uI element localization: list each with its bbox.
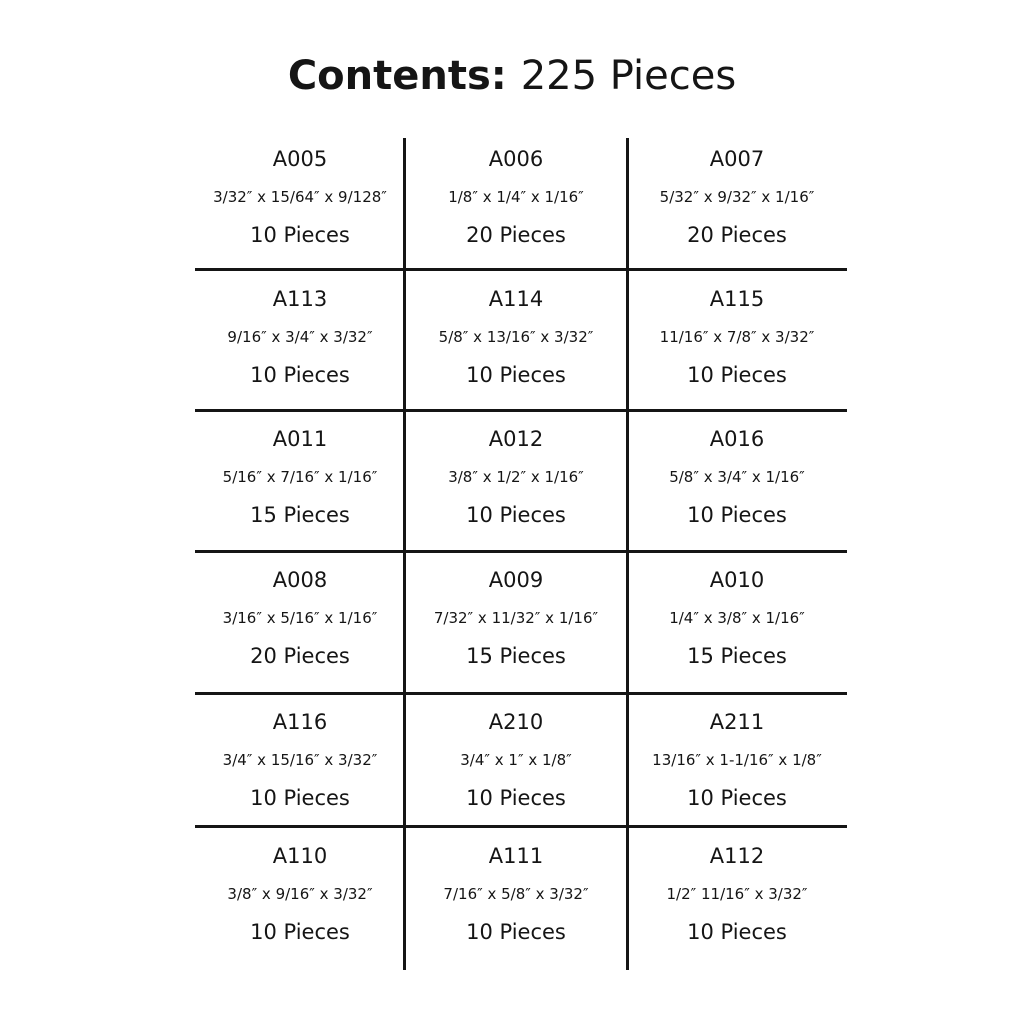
item-quantity: 20 Pieces xyxy=(466,223,566,247)
item-cell xyxy=(627,693,847,827)
item-quantity: 10 Pieces xyxy=(250,363,350,387)
item-code: A010 xyxy=(709,568,765,592)
item-code: A110 xyxy=(272,844,328,868)
item-dimensions: 5/32″ x 9/32″ x 1/16″ xyxy=(659,188,815,206)
page-title xyxy=(0,48,1024,104)
item-code: A210 xyxy=(488,710,544,734)
item-dimensions: 11/16″ x 7/8″ x 3/32″ xyxy=(659,328,815,346)
item-code: A114 xyxy=(488,287,544,311)
item-cell xyxy=(405,693,627,827)
item-cell xyxy=(195,410,405,551)
item-cell xyxy=(195,551,405,693)
item-quantity: 10 Pieces xyxy=(466,920,566,944)
item-dimensions: 3/8″ x 1/2″ x 1/16″ xyxy=(448,468,584,486)
item-dimensions: 7/32″ x 11/32″ x 1/16″ xyxy=(433,609,599,627)
item-quantity: 10 Pieces xyxy=(250,223,350,247)
item-cell xyxy=(405,130,627,270)
item-code: A116 xyxy=(272,710,328,734)
item-quantity: 15 Pieces xyxy=(466,644,566,668)
item-code: A006 xyxy=(488,147,544,171)
item-cell xyxy=(405,551,627,693)
item-code: A112 xyxy=(709,844,765,868)
item-code: A009 xyxy=(488,568,544,592)
item-quantity: 10 Pieces xyxy=(466,363,566,387)
item-code: A113 xyxy=(272,287,328,311)
item-cell xyxy=(627,827,847,970)
item-dimensions: 1/4″ x 3/8″ x 1/16″ xyxy=(669,609,805,627)
item-quantity: 10 Pieces xyxy=(466,503,566,527)
item-quantity: 15 Pieces xyxy=(250,503,350,527)
item-code: A111 xyxy=(488,844,544,868)
item-dimensions: 5/8″ x 13/16″ x 3/32″ xyxy=(438,328,594,346)
item-dimensions: 3/16″ x 5/16″ x 1/16″ xyxy=(222,609,378,627)
title-total: 225 Pieces xyxy=(520,53,737,99)
item-cell xyxy=(627,410,847,551)
item-dimensions: 3/4″ x 1″ x 1/8″ xyxy=(460,751,572,769)
item-code: A008 xyxy=(272,568,328,592)
title-label: Contents: xyxy=(287,53,507,99)
item-code: A016 xyxy=(709,427,765,451)
item-cell xyxy=(195,827,405,970)
item-quantity: 10 Pieces xyxy=(687,920,787,944)
item-quantity: 15 Pieces xyxy=(687,644,787,668)
item-quantity: 10 Pieces xyxy=(466,786,566,810)
item-cell xyxy=(627,551,847,693)
item-code: A012 xyxy=(488,427,544,451)
item-dimensions: 9/16″ x 3/4″ x 3/32″ xyxy=(227,328,373,346)
item-code: A007 xyxy=(709,147,765,171)
item-quantity: 10 Pieces xyxy=(687,363,787,387)
item-dimensions: 13/16″ x 1-1/16″ x 1/8″ xyxy=(652,751,822,769)
item-dimensions: 1/8″ x 1/4″ x 1/16″ xyxy=(448,188,584,206)
item-cell xyxy=(195,130,405,270)
item-quantity: 20 Pieces xyxy=(687,223,787,247)
item-code: A115 xyxy=(709,287,765,311)
item-quantity: 10 Pieces xyxy=(687,503,787,527)
item-code: A011 xyxy=(272,427,328,451)
item-dimensions: 5/16″ x 7/16″ x 1/16″ xyxy=(222,468,378,486)
item-quantity: 10 Pieces xyxy=(687,786,787,810)
item-cell xyxy=(627,130,847,270)
item-quantity: 10 Pieces xyxy=(250,786,350,810)
item-dimensions: 3/32″ x 15/64″ x 9/128″ xyxy=(213,188,387,206)
item-quantity: 10 Pieces xyxy=(250,920,350,944)
item-cell xyxy=(405,827,627,970)
item-dimensions: 3/8″ x 9/16″ x 3/32″ xyxy=(227,885,373,903)
item-cell xyxy=(405,270,627,410)
item-cell xyxy=(405,410,627,551)
item-cell xyxy=(195,693,405,827)
item-dimensions: 3/4″ x 15/16″ x 3/32″ xyxy=(222,751,378,769)
item-dimensions: 1/2″ 11/16″ x 3/32″ xyxy=(666,885,808,903)
item-code: A005 xyxy=(272,147,328,171)
item-quantity: 20 Pieces xyxy=(250,644,350,668)
item-code: A211 xyxy=(709,710,765,734)
contents-grid xyxy=(195,130,847,970)
item-dimensions: 7/16″ x 5/8″ x 3/32″ xyxy=(443,885,589,903)
item-cell xyxy=(195,270,405,410)
item-dimensions: 5/8″ x 3/4″ x 1/16″ xyxy=(669,468,805,486)
item-cell xyxy=(627,270,847,410)
